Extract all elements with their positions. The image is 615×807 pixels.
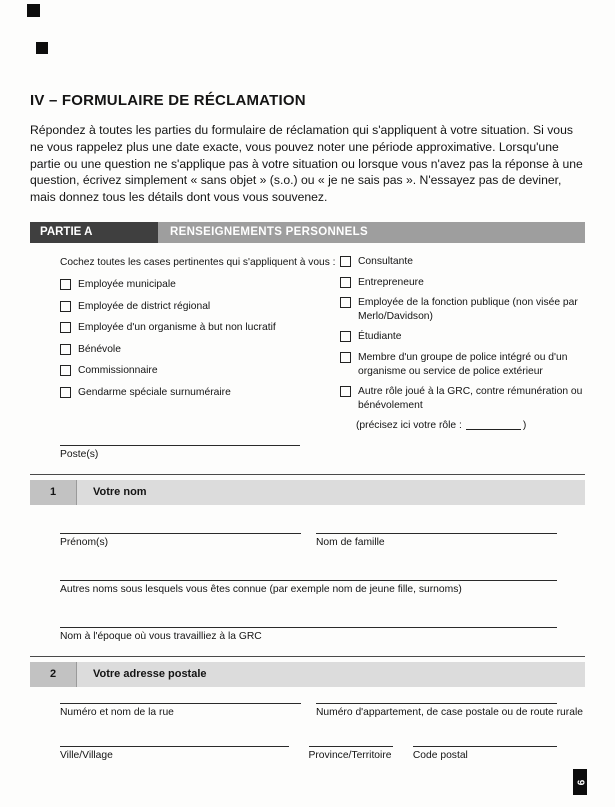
- option-consultante[interactable]: [340, 255, 585, 269]
- option-label: Consultante: [358, 256, 413, 268]
- checkbox[interactable]: [60, 344, 71, 355]
- option-etudiante[interactable]: [340, 330, 585, 344]
- input-line-appartement[interactable]: [316, 703, 557, 704]
- option-label: Membre d'un groupe de police intégré ou d'un organisme ou service de police extérieur: [358, 352, 568, 377]
- input-line-postes[interactable]: [60, 445, 300, 446]
- section-divider: [30, 656, 585, 657]
- page-number: 9: [574, 779, 586, 785]
- street-field: [60, 703, 301, 718]
- section-2-number: 2: [30, 662, 77, 687]
- input-line-rue[interactable]: [60, 703, 301, 704]
- checkbox-column-right: [340, 255, 585, 431]
- scan-registration-mark: [36, 42, 48, 54]
- checkbox-instruction: Cochez toutes les cases pertinentes qui s'appliquent à vous :: [60, 257, 336, 269]
- checkbox[interactable]: [60, 322, 71, 333]
- option-label: Employée d'un organisme à but non lucratif: [78, 322, 276, 334]
- apartment-label: Numéro d'appartement, de case postale ou de route rurale: [315, 707, 583, 719]
- city-field: [60, 746, 289, 761]
- checkbox[interactable]: [60, 365, 71, 376]
- checkbox-column-left: [60, 255, 340, 431]
- input-line-ville[interactable]: [60, 746, 289, 747]
- part-a-label: PARTIE A: [30, 222, 158, 243]
- checkbox-area: [30, 255, 585, 431]
- precise-role-label: (précisez ici votre rôle :: [356, 420, 462, 432]
- option-commissionnaire[interactable]: [60, 364, 340, 378]
- grc-name-field: [60, 627, 557, 642]
- option-label: Employée de district régional: [78, 300, 211, 312]
- checkbox[interactable]: [340, 297, 351, 308]
- option-employee-municipale[interactable]: [60, 278, 340, 292]
- section-divider: [30, 474, 585, 475]
- city-label: Ville/Village: [60, 750, 113, 762]
- section-2-title: Votre adresse postale: [93, 668, 207, 681]
- postal-code-field: [413, 746, 557, 761]
- last-name-label: Nom de famille: [315, 537, 385, 549]
- grc-name-label: Nom à l'époque où vous travailliez à la GRC: [60, 631, 262, 643]
- option-benevole[interactable]: [60, 343, 340, 357]
- scan-registration-mark: [27, 4, 40, 17]
- option-label: Employée municipale: [78, 279, 176, 291]
- checkbox[interactable]: [340, 386, 351, 397]
- option-label: Gendarme spéciale surnuméraire: [78, 387, 231, 399]
- poste-field: [60, 445, 300, 460]
- precise-role-field: [356, 419, 585, 431]
- option-label: Entrepreneure: [358, 276, 424, 288]
- province-field: [309, 746, 393, 761]
- checkbox[interactable]: [340, 331, 351, 342]
- section-1-number: 1: [30, 480, 77, 505]
- checkbox[interactable]: [340, 352, 351, 363]
- postal-code-label: Code postal: [412, 750, 468, 762]
- checkbox[interactable]: [60, 387, 71, 398]
- checkbox[interactable]: [60, 279, 71, 290]
- input-line-prenom[interactable]: [60, 533, 301, 534]
- section-1-fields: [30, 533, 585, 642]
- street-label: Numéro et nom de la rue: [60, 707, 174, 719]
- option-gendarme-speciale-surnumeraire[interactable]: [60, 386, 340, 400]
- input-line-autres-noms[interactable]: [60, 580, 557, 581]
- intro-paragraph: Répondez à toutes les parties du formulaire de réclamation qui s'appliquent à votre situation. Si vous ne vous rappelez plus une date exacte, vous pouvez noter une période approximative. Lorsqu'une partie ou une question ne s'applique pas à votre situation ou lorsque vous n'avez pas la réponse à une question, écrivez simplement « sans objet » (s.o.) ou « je ne sais pas ». N'essayez pas de deviner, mais donnez tous les détails dont vous vous souvenez.: [30, 123, 583, 205]
- option-label: Commissionnaire: [78, 365, 158, 377]
- province-label: Province/Territoire: [308, 750, 392, 762]
- option-employee-district-regional[interactable]: [60, 300, 340, 314]
- option-entrepreneure[interactable]: [340, 276, 585, 290]
- apartment-field: [315, 703, 583, 719]
- input-line-code-postal[interactable]: [413, 746, 557, 747]
- input-line-province[interactable]: [309, 746, 393, 747]
- option-label: Autre rôle joué à la GRC, contre rémunération ou bénévolement: [358, 386, 583, 411]
- poste-label: Poste(s): [60, 449, 99, 461]
- part-a-header: [30, 222, 585, 243]
- page-title: IV – FORMULAIRE DE RÉCLAMATION: [30, 92, 306, 109]
- option-label: Étudiante: [358, 331, 402, 343]
- section-1-title: Votre nom: [93, 486, 147, 499]
- option-employee-organisme-non-lucratif[interactable]: [60, 321, 340, 335]
- section-2-fields: [30, 703, 585, 761]
- first-name-label: Prénom(s): [60, 537, 109, 549]
- option-autre-role-grc[interactable]: [340, 385, 585, 412]
- checkbox[interactable]: [60, 301, 71, 312]
- option-membre-groupe-police[interactable]: [340, 351, 585, 378]
- checkbox[interactable]: [340, 256, 351, 267]
- first-name-field: [60, 533, 301, 548]
- option-label: Bénévole: [78, 343, 121, 355]
- precise-role-suffix: ): [522, 420, 527, 432]
- other-names-field: [60, 580, 557, 595]
- option-employee-fonction-publique[interactable]: [340, 296, 585, 323]
- section-1-header: [30, 480, 585, 505]
- option-label: Employée de la fonction publique (non visée par Merlo/Davidson): [358, 297, 578, 322]
- checkbox[interactable]: [340, 277, 351, 288]
- section-2-header: [30, 662, 585, 687]
- other-names-label: Autres noms sous lesquels vous êtes connue (par exemple nom de jeune fille, surnoms): [60, 584, 462, 596]
- input-line-nom-famille[interactable]: [316, 533, 557, 534]
- part-a-title: RENSEIGNEMENTS PERSONNELS: [158, 222, 585, 243]
- input-line-role[interactable]: [466, 419, 521, 430]
- page-number-tab: [573, 769, 587, 795]
- last-name-field: [316, 533, 557, 548]
- input-line-nom-epoque-grc[interactable]: [60, 627, 557, 628]
